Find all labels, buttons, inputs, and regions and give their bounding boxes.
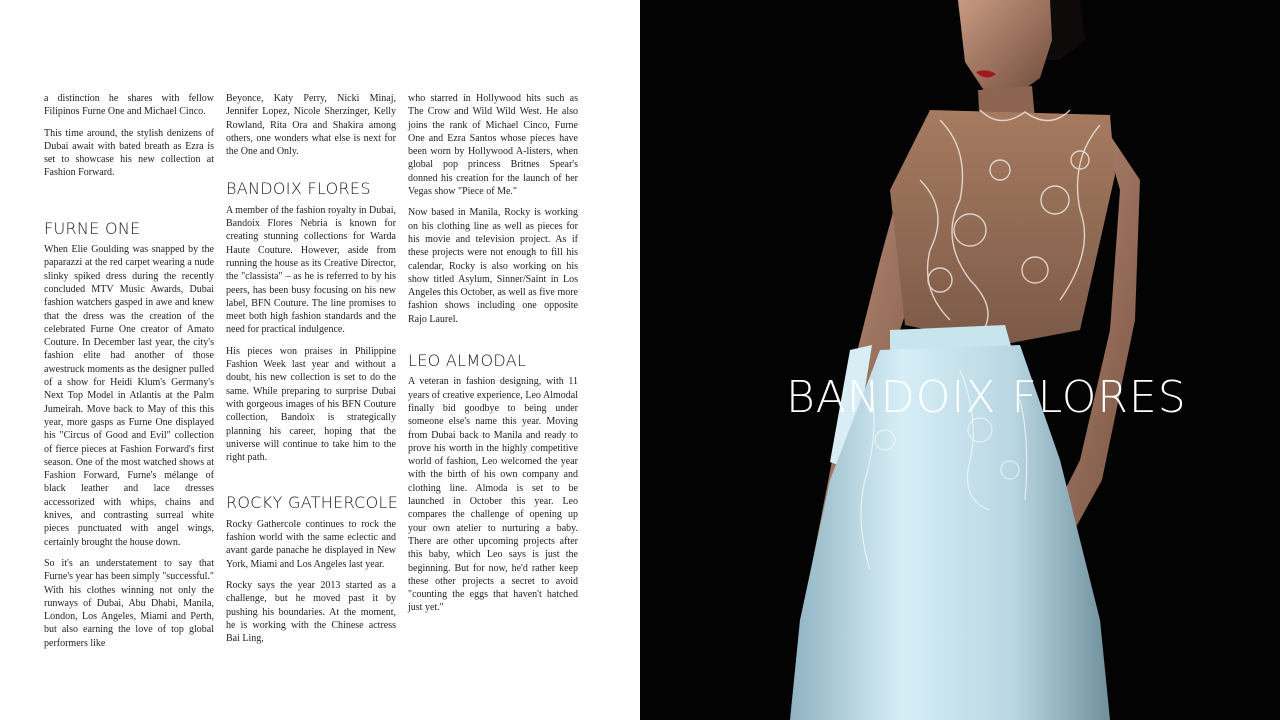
body-paragraph: a distinction he shares with fellow Filipinos Furne One and Michael Cinco. [44, 93, 214, 118]
body-paragraph: who starred in Hollywood hits such as The Crow and Wild Wild West. He also joins the rank of Michael Cinco, Furne One and Ezra Santos whose pieces have been worn by Hollywood A-listers, when global pop princess Britnes Spear's donned his creation for the launch of her Vegas show "Piece of Me." [408, 93, 578, 198]
body-paragraph: Beyonce, Katy Perry, Nicki Minaj, Jennifer Lopez, Nicole Sherzinger, Kelly Rowland, Rita Ora and Shakira among others, one wonders what else is next for the One and Only. [226, 93, 396, 158]
body-paragraph: This time around, the stylish denizens of Dubai await with bated breath as Ezra is set to showcase his new collection at Fashion Forward. [44, 127, 214, 179]
body-paragraph: So it's an understatement to say that Furne's year has been simply "successful." With his clothes winning not only the runways of Dubai, Abu Dhabi, Manila, London, Los Angeles, Miami and Perth, but also earning the love of top global performers like [44, 557, 214, 649]
body-paragraph: When Elie Goulding was snapped by the paparazzi at the red carpet wearing a nude slinky spiked dress during the recently concluded MTV Music Awards, Dubai fashion watchers gasped in awe and knew that the dress was the creation of the celebrated Furne One creator of Amato Couture. In December last year, the city's fashion elite had another of those awestruck moments as the designer pulled of a show for Heidi Klum's Germany's Next Top Model in Atlantis at the Palm Jumeirah. Move back to May of this this year, more gasps as Furne One displayed his "Circus of Good and Evil" collection of fierce pieces at Fashion Forward's first season. One of the most watched shows at Fashion Forward, Furne's mélange of black leather and lace dresses accessorized with whips, chains and knives, and contrasting surreal white pieces punctuated with angel wings, certainly brought the house down. [44, 244, 214, 548]
body-paragraph: Rocky says the year 2013 started as a challenge, but he moved past it by pushing his boundaries. At the moment, he is working with the Chinese actress Bai Ling, [226, 579, 396, 645]
text-column-3 [408, 92, 578, 623]
section-heading: LEO ALMODAL [408, 351, 527, 371]
section-heading: FURNE ONE [44, 218, 141, 238]
bodice [890, 110, 1115, 345]
fashion-photo-page [640, 0, 1280, 720]
body-paragraph: Now based in Manila, Rocky is working on his clothing line as well as pieces for his movie and television project. As if these projects were not enough to fill his calendar, Rocky is also working on his show titled Asylum, Sinner/Saint in Los Angeles this October, as well as five more fashion shows including one opposite Rajo Laurel. [408, 207, 578, 325]
text-column-2 [226, 92, 399, 653]
section-heading: ROCKY GATHERCOLE [226, 493, 399, 513]
section-heading: BANDOIX FLORES [226, 179, 371, 199]
body-paragraph: A veteran in fashion designing, with 11 years of creative experience, Leo Almodal finally bid goodbye to being under someone else's name this year. Moving from Dubai back to Manila and ready to prove his worth in the highly competitive world of fashion, Leo welcomed the year with the birth of his own company and clothing line. Almoda is set to be launched in October this year. Leo compares the challenge of opening up your own atelier to nurturing a baby. There are other upcoming projects after this baby, which Leo says is just the beginning. But for now, he'd rather keep these other projects a secret to avoid "counting the eggs that haven't hatched just yet." [408, 376, 578, 614]
model-photo [640, 0, 1280, 720]
body-paragraph: His pieces won praises in Philippine Fashion Week last year and without a doubt, his new collection is set to do the same. While preparing to surprise Dubai with gorgeous images of his BFN Couture collection, Bandoix is strategically planning his career, hoping that the universe will continue to take him to the right path. [226, 345, 396, 464]
body-paragraph: A member of the fashion royalty in Dubai, Bandoix Flores Nebria is known for creating stunning collections for Warda Haute Couture. However, aside from running the house as its Creative Director, the "classista" – as he is referred to by his peers, has been busy focusing on his new label, BFN Couture. The line promises to meet both high fashion standards and the need for practical indulgence. [226, 204, 396, 336]
text-column-1 [44, 92, 214, 658]
photo-overlay-title: BANDOIX FLORES [786, 372, 1187, 423]
body-paragraph: Rocky Gathercole continues to rock the fashion world with the same eclectic and avant garde panache he displayed in New York, Miami and Los Angeles last year. [226, 518, 396, 570]
